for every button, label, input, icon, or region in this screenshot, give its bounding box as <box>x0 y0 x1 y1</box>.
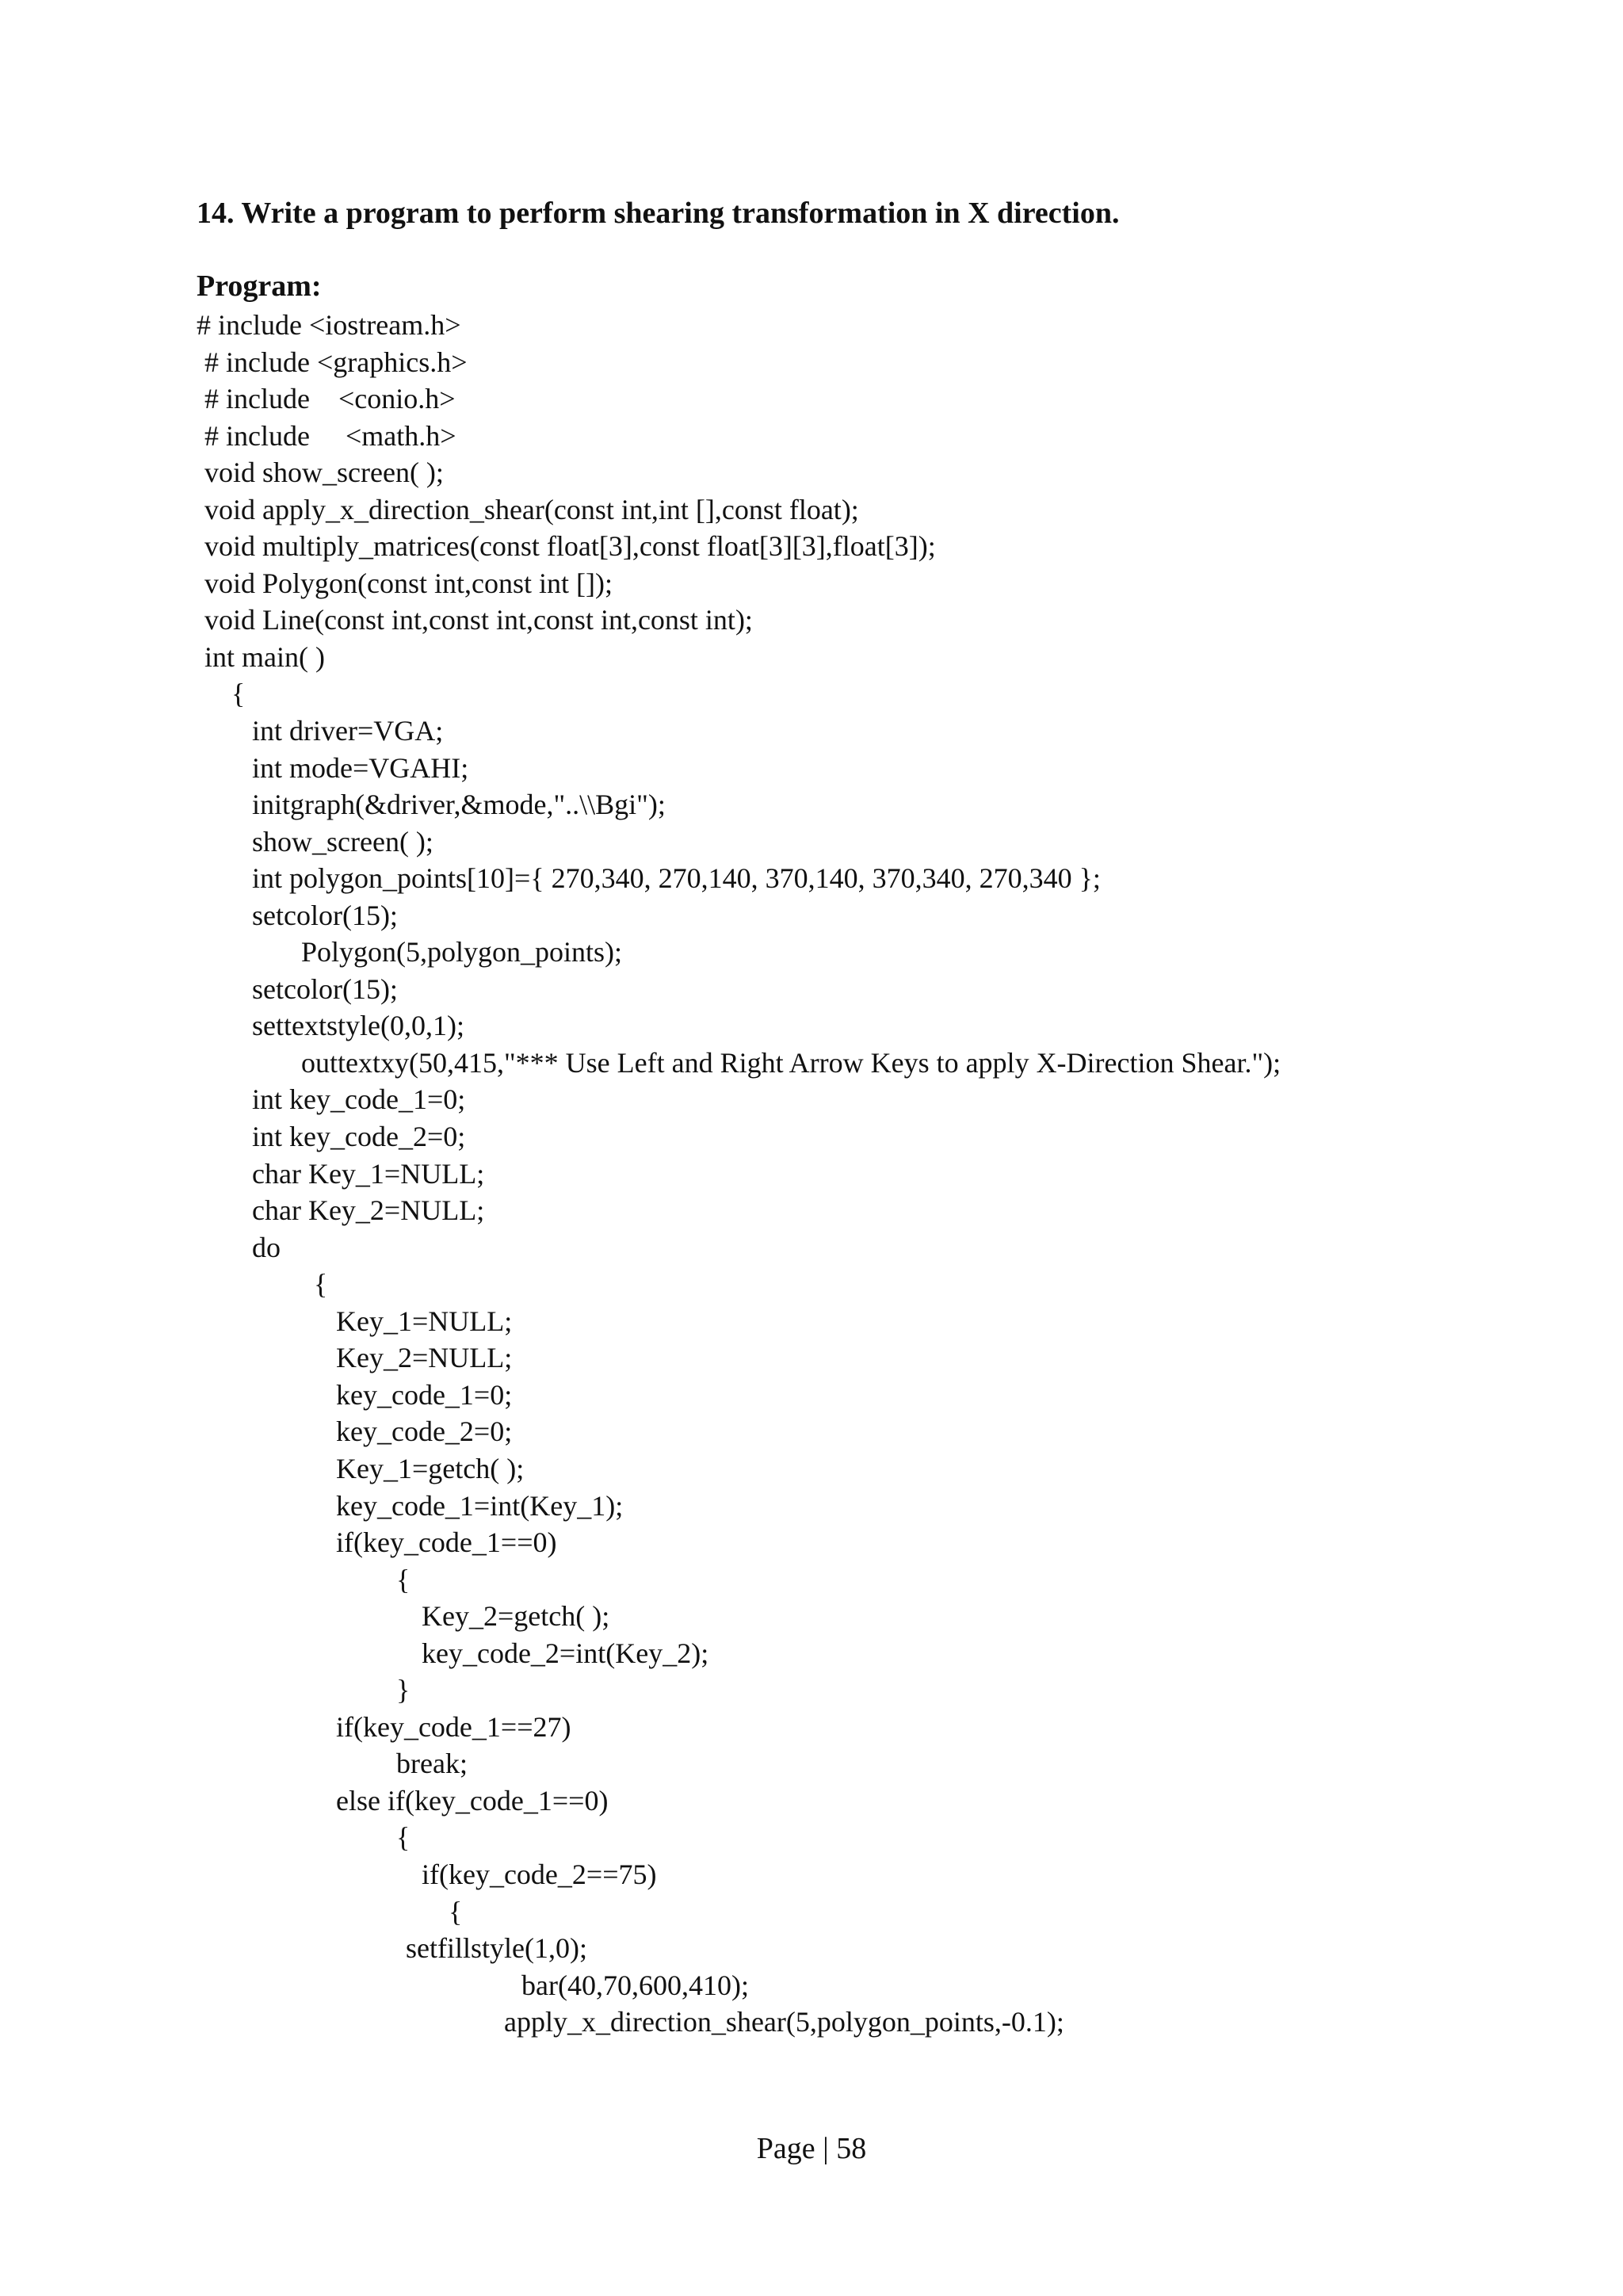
code-line: Key_1=getch( ); <box>336 1452 525 1484</box>
code-line: { <box>396 1563 411 1595</box>
program-label: Program: <box>197 269 322 303</box>
code-line: if(key_code_2==75) <box>422 1858 657 1890</box>
code-line: show_screen( ); <box>252 825 433 858</box>
code-line: } <box>396 1674 411 1706</box>
code-line: int key_code_2=0; <box>252 1121 466 1153</box>
code-line: void apply_x_direction_shear(const int,int [],const float); <box>204 493 859 525</box>
code-line: apply_x_direction_shear(5,polygon_points,-0.1); <box>504 2006 1064 2038</box>
code-line: setfillstyle(1,0); <box>406 1932 587 1965</box>
code-line: # include <iostream.h> <box>197 309 461 341</box>
code-line: void show_screen( ); <box>204 457 444 489</box>
code-line: void Polygon(const int,const int []); <box>204 567 613 599</box>
code-line: outtextxy(50,415,"*** Use Left and Right Arrow Keys to apply X-Direction Shear."); <box>301 1046 1281 1079</box>
code-line: if(key_code_1==0) <box>336 1526 557 1559</box>
code-line: char Key_1=NULL; <box>252 1157 485 1190</box>
code-line: int main( ) <box>204 640 325 673</box>
code-line: void multiply_matrices(const float[3],const float[3][3],float[3]); <box>204 530 936 563</box>
code-line: int mode=VGAHI; <box>252 751 469 784</box>
code-line: Key_1=NULL; <box>336 1305 513 1337</box>
code-line: break; <box>396 1748 468 1780</box>
code-line: void Line(const int,const int,const int,const int); <box>204 604 753 636</box>
code-line: int polygon_points[10]={ 270,340, 270,140, 370,140, 370,340, 270,340 }; <box>252 862 1101 895</box>
code-line: int driver=VGA; <box>252 715 444 747</box>
code-line: # include <graphics.h> <box>204 346 468 378</box>
code-line: do <box>252 1231 281 1263</box>
code-line: Key_2=NULL; <box>336 1342 513 1374</box>
code-listing <box>197 307 1544 2041</box>
code-line: Polygon(5,polygon_points); <box>301 936 623 968</box>
code-line: { <box>396 1821 411 1854</box>
code-line: { <box>314 1268 328 1301</box>
code-line: { <box>449 1895 463 1927</box>
code-line: key_code_1=0; <box>336 1378 513 1411</box>
code-line: setcolor(15); <box>252 899 398 931</box>
code-line: setcolor(15); <box>252 972 398 1005</box>
code-line: int key_code_1=0; <box>252 1083 466 1116</box>
code-line: key_code_1=int(Key_1); <box>336 1489 624 1522</box>
code-line: else if(key_code_1==0) <box>336 1784 609 1817</box>
code-line: if(key_code_1==27) <box>336 1710 571 1743</box>
code-line: { <box>231 678 246 710</box>
code-line: char Key_2=NULL; <box>252 1194 485 1227</box>
code-line: key_code_2=0; <box>336 1415 513 1448</box>
code-line: settextstyle(0,0,1); <box>252 1010 464 1042</box>
code-line: initgraph(&driver,&mode,"..\\Bgi"); <box>252 789 666 821</box>
code-line: Key_2=getch( ); <box>422 1600 610 1633</box>
exercise-heading: 14. Write a program to perform shearing transformation in X direction. <box>197 197 1120 230</box>
code-line: # include <conio.h> <box>204 383 456 415</box>
code-line: # include <math.h> <box>204 419 456 452</box>
code-line: key_code_2=int(Key_2); <box>422 1637 709 1669</box>
code-line: bar(40,70,600,410); <box>521 1969 749 2001</box>
page-number: Page | 58 <box>756 2132 867 2165</box>
